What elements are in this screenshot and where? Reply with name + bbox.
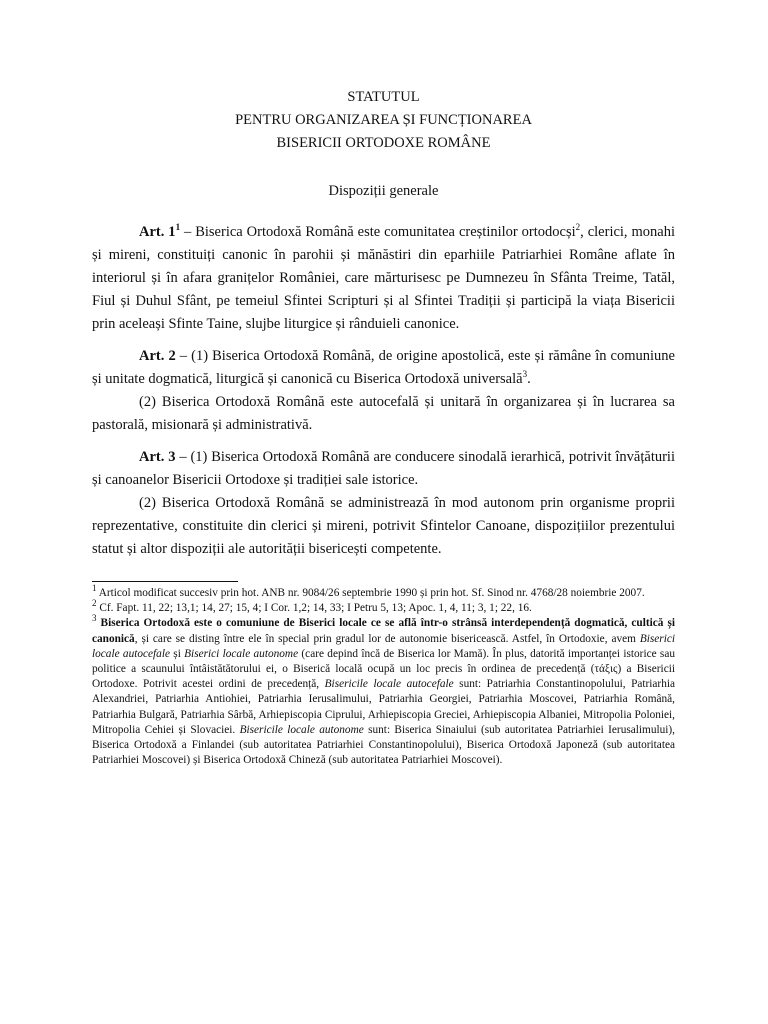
article-label: Art. $1^1$ (139, 222, 181, 240)
article-label: Art. 2 (139, 348, 176, 364)
footnote-3: $^3$ Biserica Ortodoxă este o comuniune de Biserici locale ce se află într-o strânsă interdependență dogmatică, cultică și canonică, și care se disting între ele în special prin gradul lor de autonomie bisericească. Astfel, în Ortodoxie, avem Biserici locale autocefale și Biserici locale autonome (care depind încă de Biserica lor Mamă). În plus, datorită importanței istorice sau politice a scaunului întâistătătorului ei, o Biserică locală ocupă un loc precis în ordinea de precedență (τάξις) a Bisericii Ortodoxe. Potrivit acestei ordini de precedență, Bisericile locale autocefale sunt: Patriarhia Constantinopolului, Patriarhia Alexandriei, Patriarhia Antiohiei, Patriarhia Ierusalimului, Patriarhia Georgiei, Patriarhia Moscovei, Patriarhia Română, Patriarhia Bulgară, Patriarhia Sârbă, Arhiepiscopia Ciprului, Arhiepiscopia Greciei, Arhiepiscopia Albaniei, Mitropolia Poloniei, Mitropolia Cehiei și Slovaciei. Bisericile locale autonome sunt: Biserica Sinaiului (sub autoritatea Patriarhiei Ierusalimului), Biserica Ortodoxă a Finlandei (sub autoritatea Patriarhiei Constantinopolului), Biserica Ortodoxă Japoneză (sub autoritatea Patriarhiei Moscovei) și Biserica Ortodoxă Chineză (sub autoritatea Patriarhiei Moscovei). (92, 613, 675, 767)
title-line: BISERICII ORTODOXE ROMÂNE (276, 135, 491, 151)
title-line: STATUTUL (347, 89, 420, 105)
document-page (92, 86, 675, 768)
footnote-ref: 2 (575, 222, 581, 233)
article-label: Art. 3 (139, 449, 176, 465)
footnote-1: $^1$ Articol modificat succesiv prin hot. ANB nr. 9084/26 septembrie 1990 și prin hot. Sf. Sinod nr. 4768/28 noiembrie 2007. (92, 583, 645, 599)
article-1: Art. $1^1$ – Biserica Ortodoxă Română este comunitatea creștinilor ortodocși$^2$, clerici, monahi și mireni, constituiți canonic în parohii și mănăstiri din eparhiile Patriarhiei Române aflate în interiorul și în afara granițelor României, care mărturisesc pe Dumnezeu în Sfânta Treime, Tatăl, Fiul și Duhul Sfânt, pe temeiul Sfintei Scripturi și al Sfintei Tradiții și participă la viața Bisericii prin aceleași Sfinte Taine, slujbe liturgice și rânduieli canonice. (92, 222, 675, 332)
article-2-paragraph-2: (2) Biserica Ortodoxă Română este autocefală și unitară în organizarea și în lucrarea sa pastorală, misionară și administrativă. (92, 394, 675, 433)
footnote-divider (92, 581, 238, 582)
section-heading: Dispoziții generale (328, 183, 439, 199)
article-3-paragraph-1: Art. 3 – (1) Biserica Ortodoxă Română are conducere sinodală ierarhică, potrivit învățăturii și canoanelor Bisericii Ortodoxe și tradiției sale istorice. (92, 449, 675, 488)
footnote-ref: 3 (522, 369, 528, 380)
article-2-paragraph-1: Art. 2 – (1) Biserica Ortodoxă Română, de origine apostolică, este și rămâne în comuniune și unitate dogmatică, liturgică și canonică cu Biserica Ortodoxă universală$^3$. (92, 348, 675, 387)
document-title (92, 86, 675, 155)
article-3-paragraph-2: (2) Biserica Ortodoxă Română se administrează în mod autonom prin organisme proprii reprezentative, constituite din clerici și mireni, potrivit Sfintelor Canoane, dispozițiilor prezentului statut și altor dispoziții ale autorității bisericești competente. (92, 495, 675, 557)
title-line: PENTRU ORGANIZAREA ȘI FUNCȚIONAREA (235, 112, 532, 128)
footnote-ref: 1 (175, 222, 181, 233)
footnote-2: $^2$ Cf. Fapt. 11, 22; 13,1; 14, 27; 15, 4; I Cor. 1,2; 14, 33; I Petru 5, 13; Apoc. 1, 4, 11; 3, 1; 22, 16. (92, 598, 532, 615)
